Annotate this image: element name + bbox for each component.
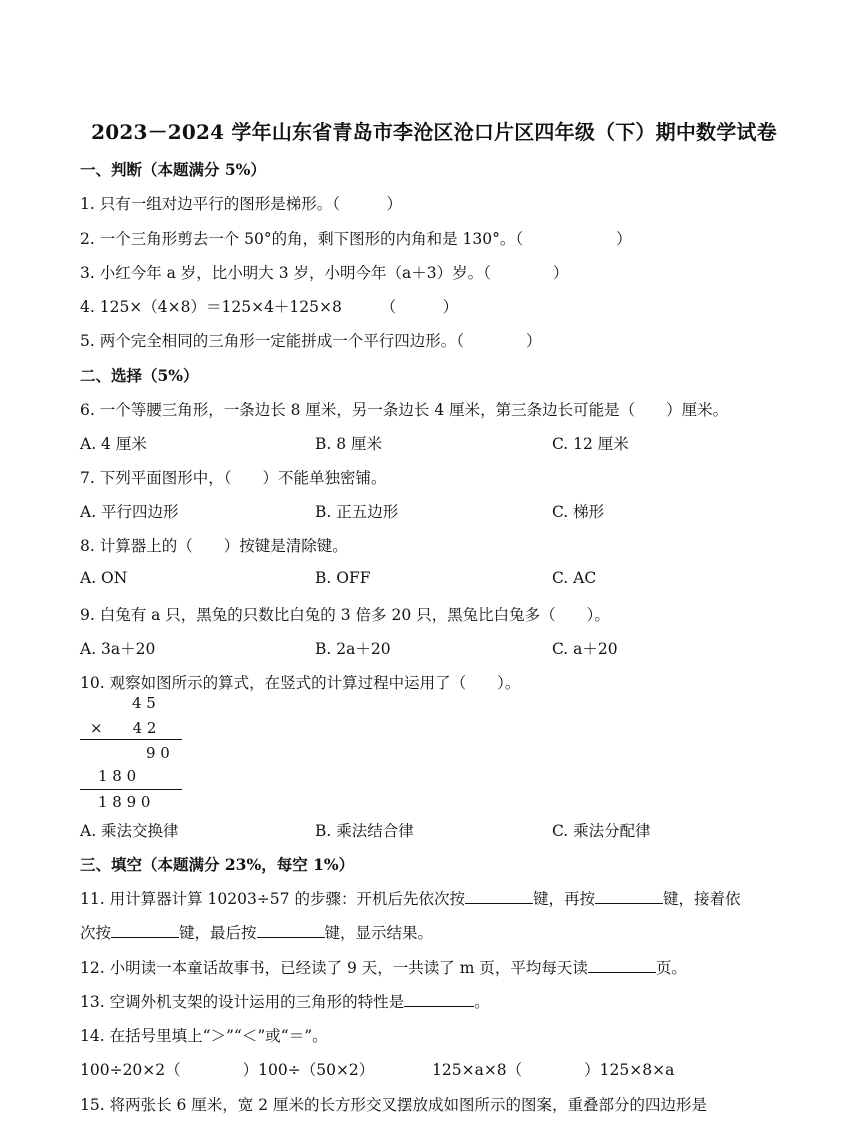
q11-text: 次按 <box>80 924 112 942</box>
q9-option-a: A. 3a＋20 <box>80 640 156 658</box>
calc-multiplier: × 4 2 <box>90 719 157 737</box>
q6-option-b: B. 8 厘米 <box>315 435 383 453</box>
question-9: 9. 白兔有 a 只，黑兔的只数比白兔的 3 倍多 20 只，黑兔比白兔多（ ）。 <box>80 606 610 624</box>
q10-option-c: C. 乘法分配律 <box>552 822 651 840</box>
question-4: 4. 125×（4×8）＝125×4＋125×8 （ ） <box>80 298 459 316</box>
question-1: 1. 只有一组对边平行的图形是梯形。（ ） <box>80 195 402 213</box>
q11-text: 键，最后按 <box>179 924 257 942</box>
calc-rule <box>80 739 182 740</box>
question-14: 14. 在括号里填上“＞”“＜”或“＝”。 <box>80 1027 328 1045</box>
section-heading-judgement: 一、判断（本题满分 5%） <box>80 160 266 179</box>
q12-text: 12. 小明读一本童话故事书，已经读了 9 天，一共读了 m 页，平均每天读 <box>80 959 588 977</box>
question-2: 2. 一个三角形剪去一个 50°的角，剩下图形的内角和是 130°。（ ） <box>80 230 632 248</box>
page-title: 2023－2024 学年山东省青岛市李沧区沧口片区四年级（下）期中数学试卷 <box>91 120 777 144</box>
calc-rule <box>80 789 182 790</box>
q7-option-c: C. 梯形 <box>552 503 605 521</box>
question-5: 5. 两个完全相同的三角形一定能拼成一个平行四边形。（ ） <box>80 332 542 350</box>
answer-blank[interactable] <box>257 923 325 938</box>
question-10: 10. 观察如图所示的算式，在竖式的计算过程中运用了（ ）。 <box>80 674 521 692</box>
q11-text: 键，再按 <box>532 890 595 908</box>
q8-option-b: B. OFF <box>315 569 371 587</box>
q10-option-b: B. 乘法结合律 <box>315 822 414 840</box>
answer-blank[interactable] <box>404 992 474 1007</box>
q9-option-c: C. a＋20 <box>552 640 618 658</box>
question-8: 8. 计算器上的（ ）按键是清除键。 <box>80 537 348 555</box>
q7-option-a: A. 平行四边形 <box>80 503 179 521</box>
q8-option-c: C. AC <box>552 569 597 587</box>
answer-blank[interactable] <box>465 889 533 904</box>
q11-text: 11. 用计算器计算 10203÷57 的步骤：开机后先依次按 <box>80 890 465 908</box>
question-13 <box>80 990 490 1012</box>
section-heading-fill-in: 三、填空（本题满分 23%，每空 1%） <box>80 855 355 874</box>
vertical-multiplication <box>80 694 190 814</box>
calc-multiplicand: 4 5 <box>132 694 156 712</box>
q13-text: 13. 空调外机支架的设计运用的三角形的特性是 <box>80 993 405 1011</box>
calc-product: 1 8 9 0 <box>98 793 151 811</box>
question-11 <box>80 887 740 909</box>
answer-blank[interactable] <box>111 923 179 938</box>
q11-text: 键，显示结果。 <box>324 924 434 942</box>
question-12 <box>80 956 687 978</box>
question-3: 3. 小红今年 a 岁，比小明大 3 岁，小明今年（a＋3）岁。（ ） <box>80 264 569 282</box>
q13-text: 。 <box>474 993 490 1011</box>
question-6: 6. 一个等腰三角形，一条边长 8 厘米，另一条边长 4 厘米，第三条边长可能是（ ）厘米。 <box>80 401 729 419</box>
calc-partial-product-2: 1 8 0 <box>98 767 137 785</box>
calc-partial-product-1: 9 0 <box>146 744 170 762</box>
answer-blank[interactable] <box>588 958 656 973</box>
question-15: 15. 将两张长 6 厘米，宽 2 厘米的长方形交叉摆放成如图所示的图案，重叠部分的四边形是 <box>80 1096 708 1114</box>
q8-option-a: A. ON <box>80 569 128 587</box>
q10-option-a: A. 乘法交换律 <box>80 822 179 840</box>
q14-item-b: 125×a×8（ ）125×8×a <box>432 1061 675 1079</box>
q7-option-b: B. 正五边形 <box>315 503 399 521</box>
q14-item-a: 100÷20×2（ ）100÷（50×2） <box>80 1061 375 1079</box>
q11-text: 键，接着依 <box>662 890 741 908</box>
q6-option-a: A. 4 厘米 <box>80 435 147 453</box>
question-7: 7. 下列平面图形中，（ ）不能单独密铺。 <box>80 469 387 487</box>
q9-option-b: B. 2a＋20 <box>315 640 391 658</box>
q6-option-c: C. 12 厘米 <box>552 435 629 453</box>
question-11-continued <box>80 921 433 943</box>
q12-text: 页。 <box>655 959 687 977</box>
answer-blank[interactable] <box>595 889 663 904</box>
section-heading-choice: 二、选择（5%） <box>80 366 199 385</box>
